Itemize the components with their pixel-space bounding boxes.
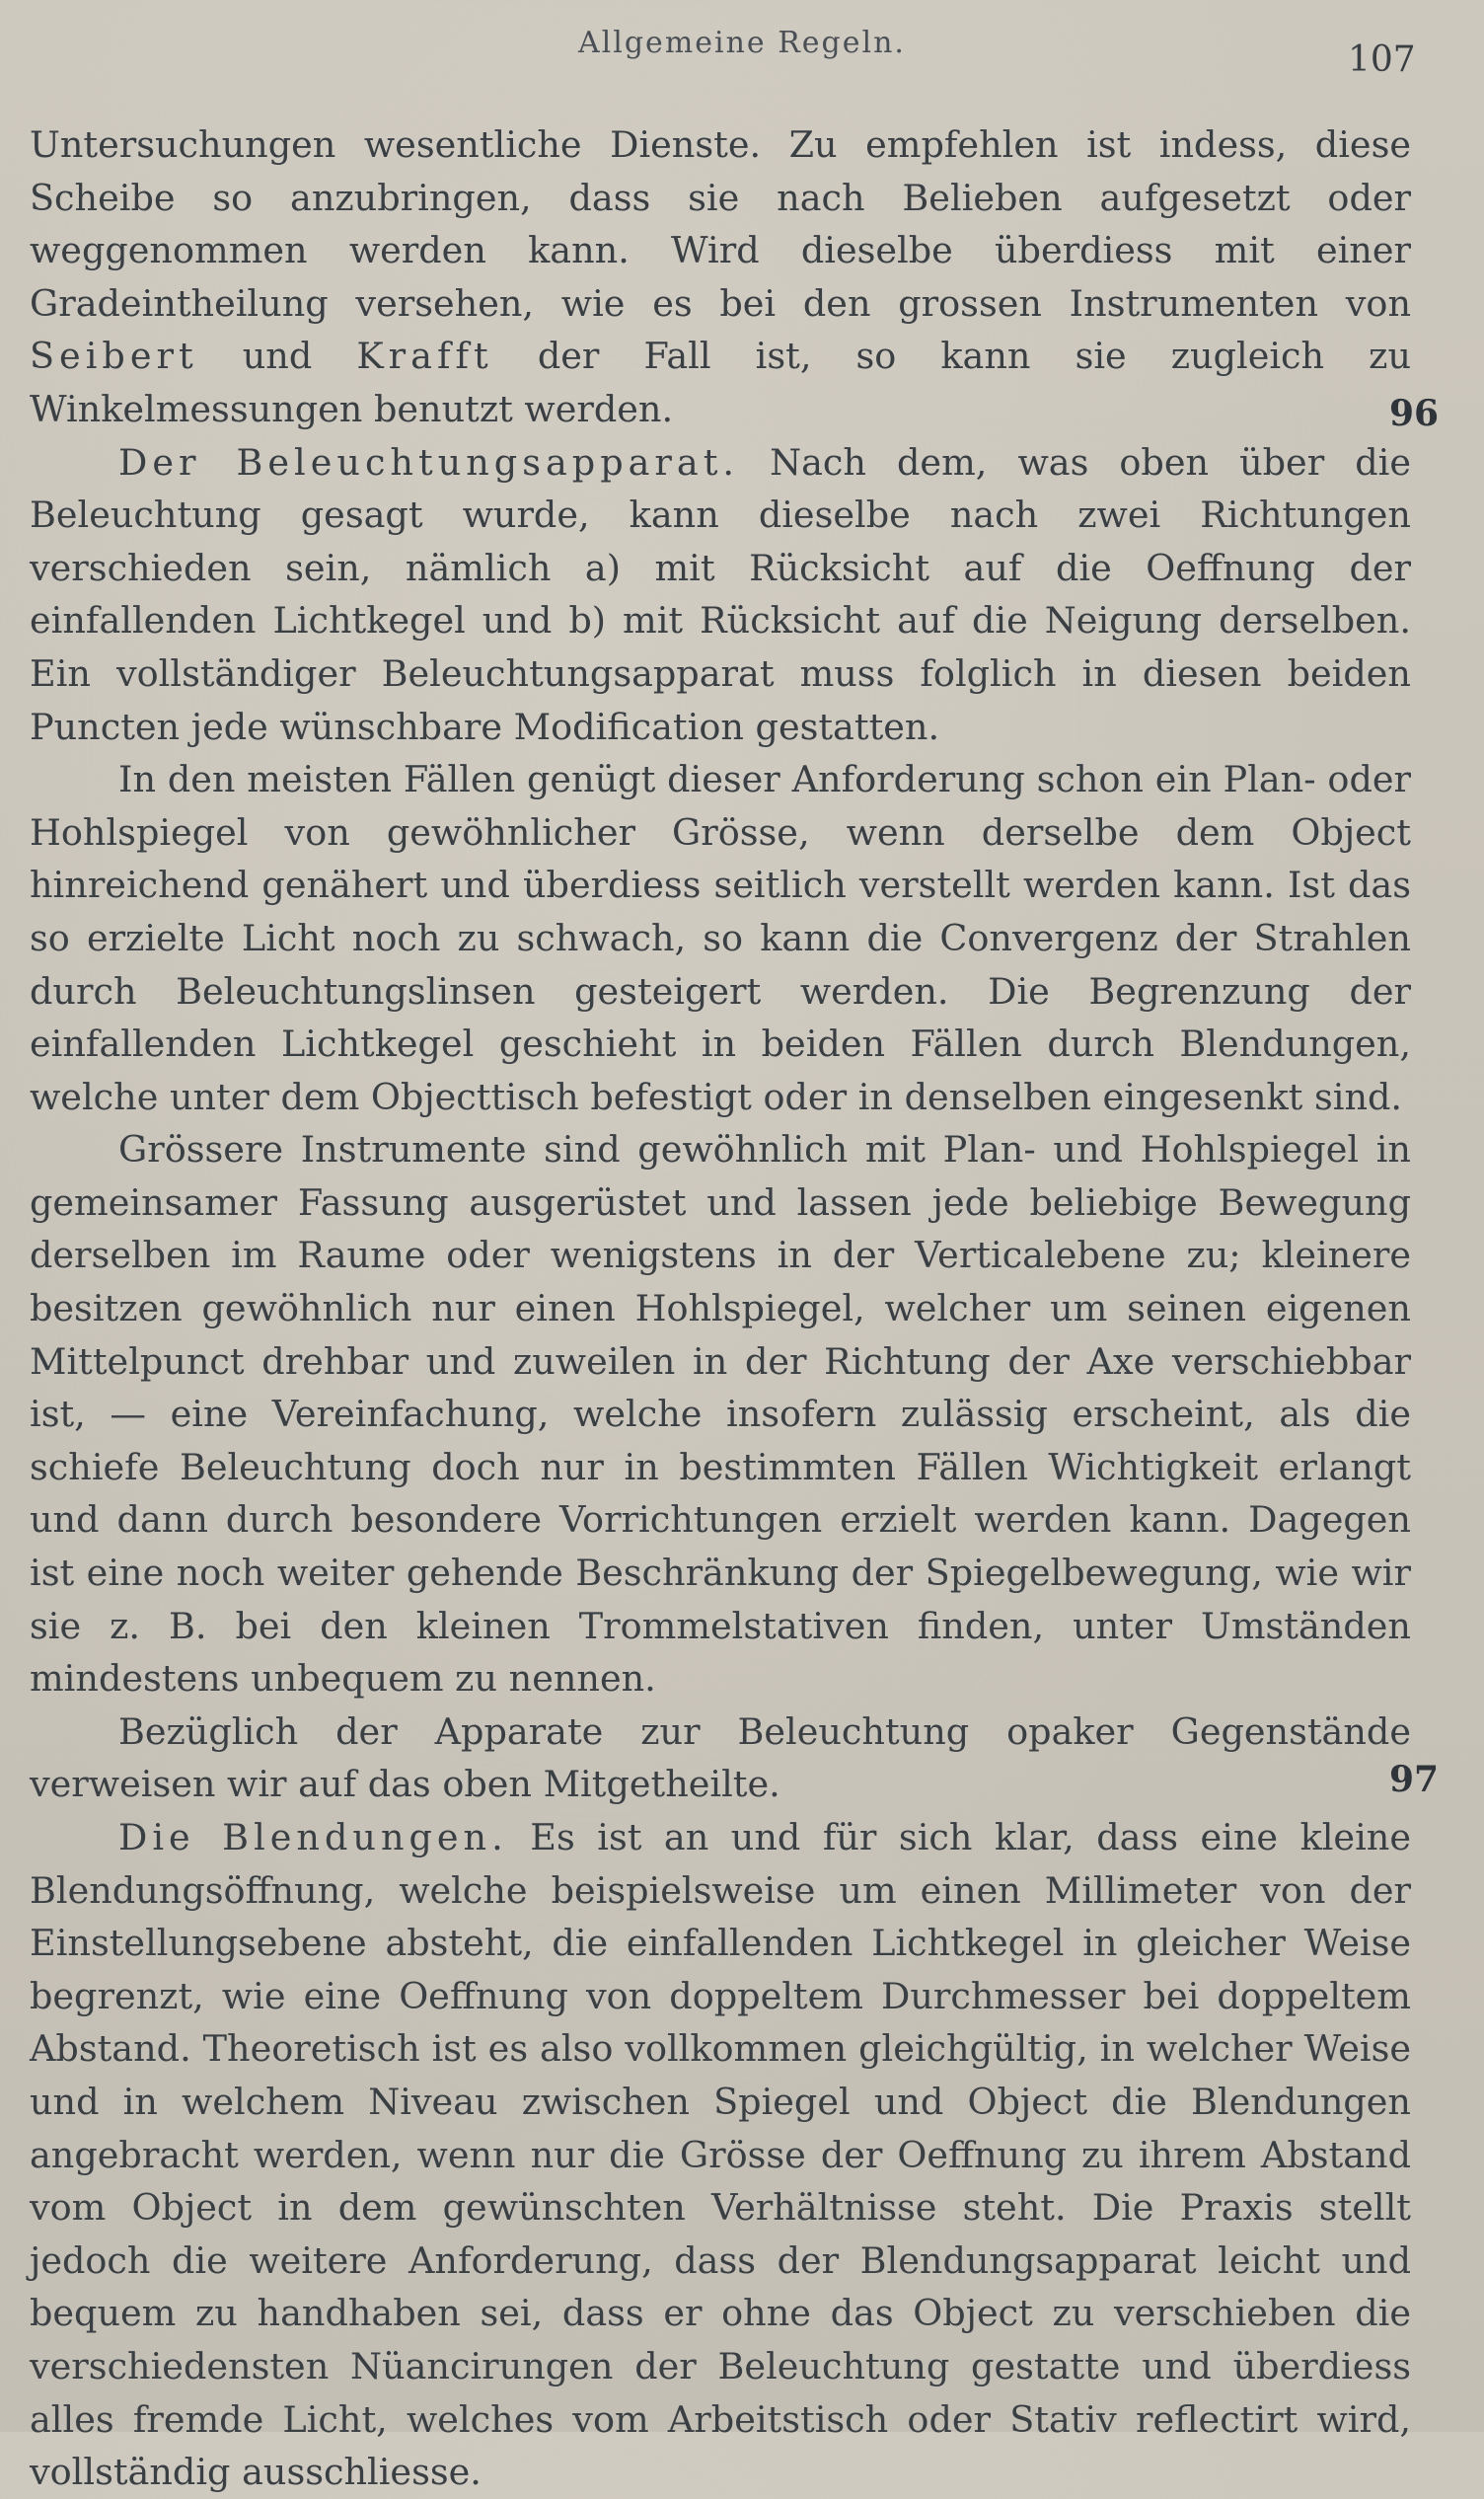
- paragraph-1: [30, 118, 1411, 436]
- name-krafft: Krafft: [356, 335, 493, 378]
- body-text: [30, 118, 1411, 2499]
- paragraph-6-text: Es ist an und für sich klar, dass eine kleine Blendungsöffnung, welche beispielsweise um einen Millimeter von der Einstellungsebene absteht, die einfallenden Lichtkegel in gleicher Weise begrenzt, wie eine Oeffnung von doppeltem Durchmesser bei doppeltem Abstand. Theoretisch ist es also vollkommen gleichgültig, in welcher Weise und in welchem Niveau zwischen Spiegel und Object die Blendungen angebracht werden, wenn nur die Grösse der Oeffnung zu ihrem Abstand vom Object in dem gewünschten Verhältnisse steht. Die Praxis stellt jedoch die weitere Anforderung, dass der Blendungsapparat leicht und bequem zu handhaben sei, dass er ohne das Object zu verschieben die verschiedensten Nüancirungen der Beleuchtung gestatte und überdiess alles fremde Licht, welches vom Arbeitstisch oder Stativ reflectirt wird, vollständig ausschliesse.: [30, 1816, 1411, 2494]
- paragraph-2: [30, 436, 1411, 754]
- section-heading-blendungen: Die Blendungen.: [118, 1816, 508, 1858]
- paragraph-5: Bezüglich der Apparate zur Beleuchtung opaker Gegenstände verweisen wir auf das oben Mitgetheilte.: [30, 1709, 1411, 1806]
- paragraph-1-middle: und: [197, 335, 357, 378]
- paragraph-4: Grössere Instrumente sind gewöhnlich mit Plan- und Hohlspiegel in gemeinsamer Fassung ausgerüstet und lassen jede beliebige Bewegung derselben im Raume oder wenigstens in der Verticalebene zu; kleinere besitzen gewöhnlich nur einen Hohlspiegel, welcher um seinen eigenen Mittelpunct drehbar und zuweilen in der Richtung der Axe verschiebbar ist, — eine Vereinfachung, welche insofern zulässig erscheint, als die schiefe Beleuchtung doch nur in bestimmten Fällen Wichtigkeit erlangt und dann durch besondere Vorrichtungen erzielt werden kann. Dagegen ist eine noch weiter gehende Beschränkung der Spiegelbewegung, wie wir sie z. B. bei den kleinen Trommelstativen finden, unter Umständen mindestens unbequem zu nennen.: [30, 1128, 1411, 1701]
- paragraph-1-tail: der Fall ist, so kann sie zugleich zu Winkelmessungen benutzt werden.: [30, 335, 1411, 430]
- paragraph-3: In den meisten Fällen genügt dieser Anforderung schon ein Plan- oder Hohlspiegel von gewöhnlicher Grösse, wenn derselbe dem Object hinreichend genähert und überdiess seitlich verstellt werden kann. Ist das so erzielte Licht noch zu schwach, so kann die Convergenz der Strahlen durch Beleuchtungslinsen gesteigert werden. Die Begrenzung der einfallenden Lichtkegel geschieht in beiden Fällen durch Blendungen, welche unter dem Objecttisch befestigt oder in denselben eingesenkt sind.: [30, 758, 1411, 1118]
- paragraph-6: [30, 1811, 1411, 2499]
- paragraph-2-text: Nach dem, was oben über die Beleuchtung gesagt wurde, kann dieselbe nach zwei Richtungen verschieden sein, nämlich a) mit Rücksicht auf die Oeffnung der einfallenden Lichtkegel und b) mit Rücksicht auf die Neigung derselben. Ein vollständiger Beleuchtungsapparat muss folglich in diesen beiden Puncten jede wünschbare Modification gestatten.: [30, 440, 1411, 748]
- page-number: 107: [1348, 39, 1416, 80]
- name-seibert: Seibert: [30, 335, 198, 378]
- running-head: Allgemeine Regeln.: [578, 26, 906, 60]
- section-heading-beleuchtungsapparat: Der Beleuchtungsapparat.: [118, 440, 740, 484]
- margin-section-number-96: 96: [1389, 393, 1440, 434]
- margin-section-number-97: 97: [1389, 1759, 1440, 1800]
- paragraph-1-text: Untersuchungen wesentliche Dienste. Zu empfehlen ist indess, diese Scheibe so anzubringen, dass sie nach Belieben aufgesetzt oder weggenommen werden kann. Wird dieselbe überdiess mit einer Gradeintheilung versehen, wie es bei den grossen Instrumenten von: [30, 123, 1411, 325]
